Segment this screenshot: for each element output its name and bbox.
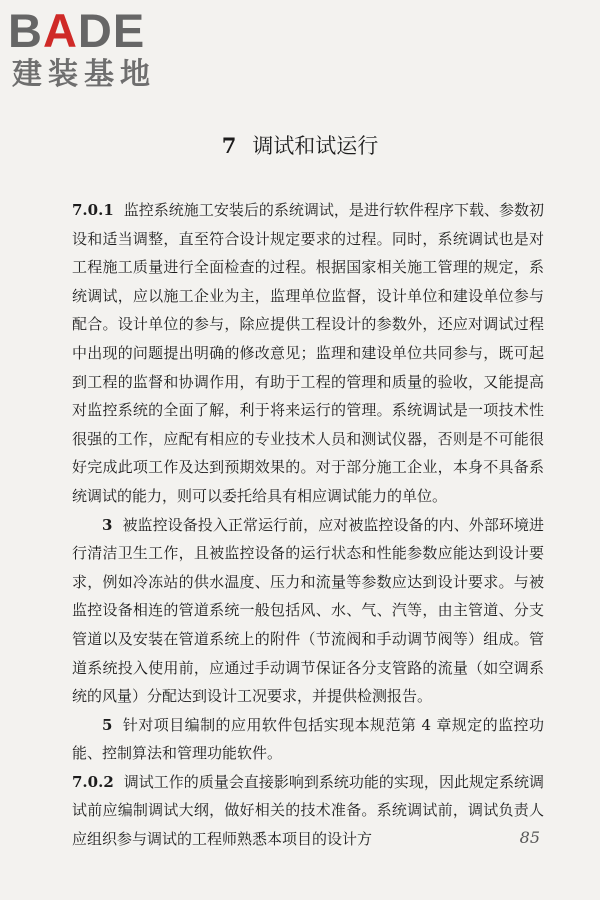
document-body: [72, 196, 544, 854]
chapter-title: [0, 130, 600, 160]
clause-paragraph: [72, 768, 544, 854]
clause-number: 7.0.2: [72, 772, 114, 791]
clause-number: 7.0.1: [72, 201, 114, 219]
chapter-title-text: 调试和试运行: [252, 134, 379, 158]
clause-paragraph: [72, 196, 544, 511]
paragraph-text: 监控系统施工安装后的系统调试，是进行软件程序下载、参数初设和适当调整，直至符合设计规定要求的过程。同时，系统调试也是对工程施工质量进行全面检查的过程。根据国家相关施工管理的规定，系统调试，应以施工企业为主，监理单位监督，设计单位和建设单位参与配合。设计单位的参与，除应提供工程设计的参数外，还应对调试过程中出现的问题提出明确的修改意见；监理和建设单位共同参与，既可起到工程的监督和协调作用，有助于工程的管理和质量的验收，又能提高对监控系统的全面了解，利于将来运行的管理。系统调试是一项技术性很强的工作，应配有相应的专业技术人员和测试仪器，否则是不可能很好完成此项工作及达到预期效果的。对于部分施工企业，本身不具备系统调试的能力，则可以委托给具有相应调试能力的单位。: [72, 201, 544, 505]
logo-tagline: 建装基地: [12, 57, 156, 92]
item-number: 3: [102, 515, 113, 534]
item-paragraph: [72, 711, 544, 768]
brand-logo: [8, 6, 178, 92]
logo-wordmark: BADE: [8, 4, 146, 57]
paragraph-text: 调试工作的质量会直接影响到系统功能的实现，因此规定系统调试前应编制调试大纲，做好相关的技术准备。系统调试前，调试负责人应组织参与调试的工程师熟悉本项目的设计方: [72, 772, 544, 849]
paragraph-text: 被监控设备投入正常运行前，应对被监控设备的内、外部环境进行清洁卫生工作，且被监控设备的运行状态和性能参数应能达到设计要求，例如冷冻站的供水温度、压力和流量等参数应达到设计要求。与被监控设备相连的管道系统一般包括风、水、气、汽等，由主管道、分支管道以及安装在管道系统上的附件（节流阀和手动调节阀等）组成。管道系统投入使用前，应通过手动调节保证各分支管路的流量（如空调系统的风量）分配达到设计工况要求，并提供检测报告。: [72, 515, 544, 706]
logo-accent-letter: A: [42, 4, 78, 57]
item-paragraph: [72, 511, 544, 711]
page-number: 85: [519, 828, 540, 847]
item-number: 5: [102, 715, 113, 734]
chapter-number: 7: [221, 133, 237, 158]
paragraph-text: 针对项目编制的应用软件包括实现本规范第 4 章规定的监控功能、控制算法和管理功能软件。: [72, 715, 544, 763]
